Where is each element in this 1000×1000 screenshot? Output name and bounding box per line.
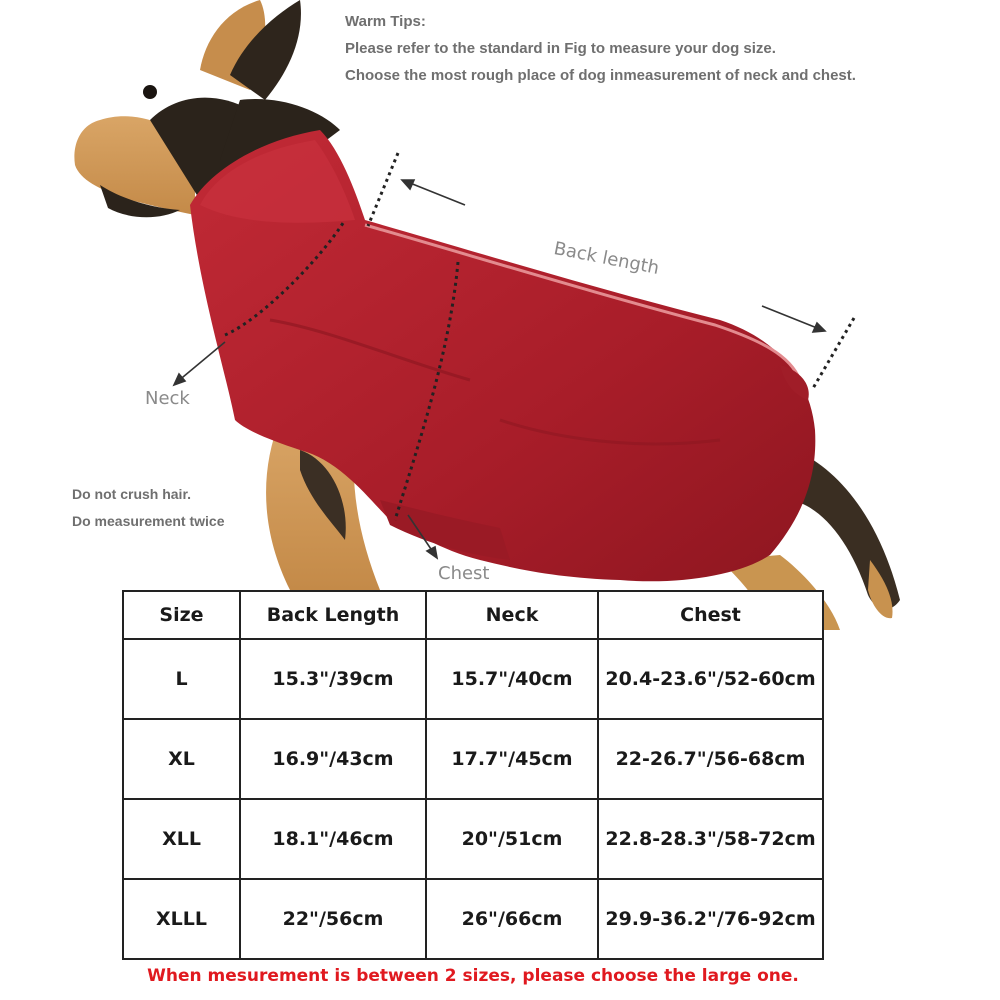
back-length-arrow-right [762,306,822,330]
cell-size: XL [123,719,240,799]
size-advice-footer: When mesurement is between 2 sizes, please choose the large one. [147,966,799,986]
header-back-length: Back Length [240,591,426,639]
cell-neck: 17.7"/45cm [426,719,598,799]
table-row [123,719,823,799]
cell-chest: 29.9-36.2"/76-92cm [598,879,823,959]
neck-label: Neck [145,388,190,409]
size-chart-table [122,590,824,960]
cell-neck: 26"/66cm [426,879,598,959]
table-row [123,879,823,959]
table-header-row [123,591,823,639]
cell-back-length: 15.3"/39cm [240,639,426,719]
cell-size: XLL [123,799,240,879]
cell-size: L [123,639,240,719]
back-length-start-line [368,153,398,226]
back-length-arrow-left [405,181,465,205]
back-length-label: Back length [551,238,661,279]
cell-chest: 22.8-28.3"/58-72cm [598,799,823,879]
cell-neck: 20"/51cm [426,799,598,879]
warm-tips-line-2: Choose the most rough place of dog inmeasurement of neck and chest. [345,67,856,84]
header-neck: Neck [426,591,598,639]
table-row [123,639,823,719]
cell-size: XLLL [123,879,240,959]
chest-label: Chest [438,563,490,584]
measurement-notes [72,481,225,535]
neck-arrow [177,342,225,382]
header-chest: Chest [598,591,823,639]
warm-tips [345,8,856,89]
table-row [123,799,823,879]
note-line-1: Do not crush hair. [72,486,192,502]
cell-neck: 15.7"/40cm [426,639,598,719]
cell-back-length: 18.1"/46cm [240,799,426,879]
cell-back-length: 22"/56cm [240,879,426,959]
warm-tips-line-1: Please refer to the standard in Fig to measure your dog size. [345,40,776,57]
warm-tips-title: Warm Tips: [345,13,426,30]
cell-back-length: 16.9"/43cm [240,719,426,799]
cell-chest: 22-26.7"/56-68cm [598,719,823,799]
cell-chest: 20.4-23.6"/52-60cm [598,639,823,719]
note-line-2: Do measurement twice [72,513,225,529]
header-size: Size [123,591,240,639]
